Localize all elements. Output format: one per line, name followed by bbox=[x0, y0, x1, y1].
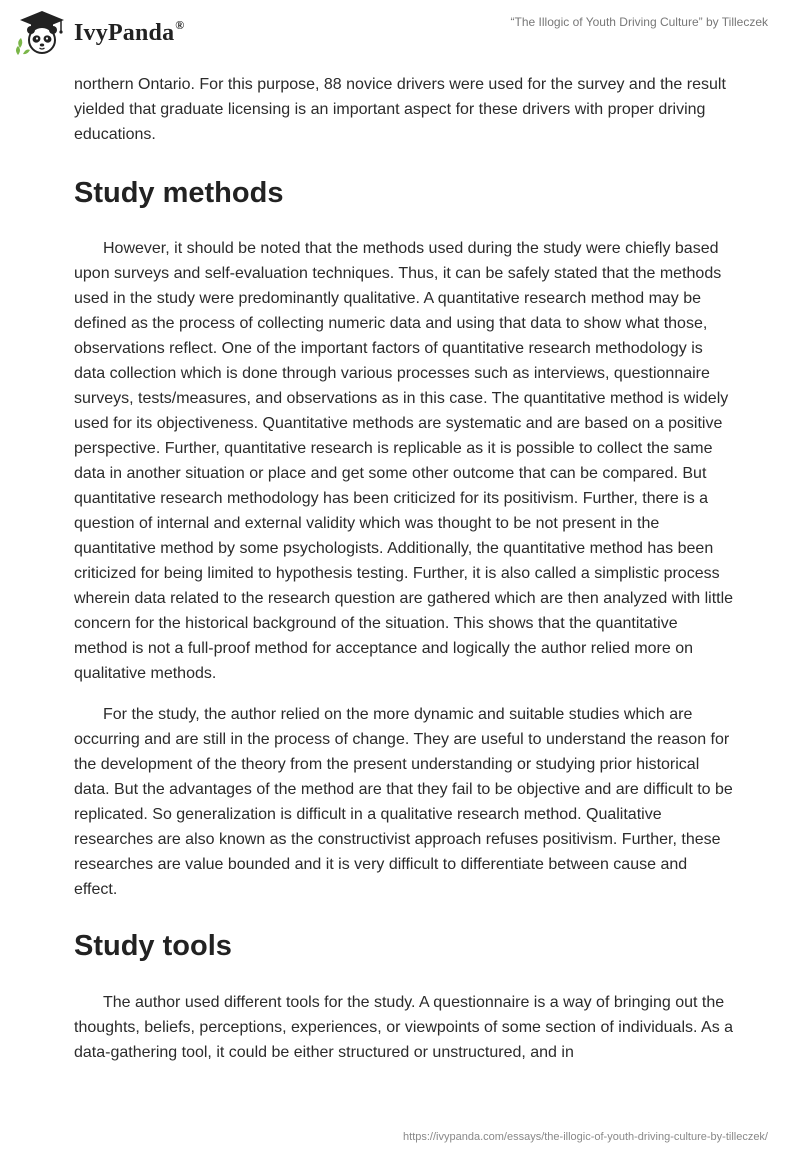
essay-content bbox=[74, 72, 734, 1065]
paragraph: The author used different tools for the study. A questionnaire is a way of bringing out the thoughts, beliefs, perceptions, experiences, or viewpoints of some section of individuals. As a data-gathering tool, it could be either structured or unstructured, and in bbox=[74, 994, 734, 1061]
paragraph: For the study, the author relied on the more dynamic and suitable studies which are occurring and are still in the process of change. They are useful to understand the reason for the development of the theory from the present understanding or studying prior historical data. But the advantages of the method are that they fail to be objective and are difficult to be replicated. So generalization is difficult in a qualitative research method. Qualitative researches are also known as the constructivist approach refuses positivism. Further, these researches are value bounded and it is very difficult to differentiate between cause and effect. bbox=[74, 706, 733, 898]
section-heading-study-methods: Study methods bbox=[74, 177, 284, 209]
section-heading-study-tools: Study tools bbox=[74, 930, 232, 962]
page-header bbox=[0, 0, 800, 66]
panda-graduate-icon bbox=[14, 8, 70, 58]
paragraph: However, it should be noted that the methods used during the study were chiefly based upon surveys and self-evaluation techniques. Thus, it can be safely stated that the methods used in the study were predominantly qualitative. A quantitative research method may be defined as the process of collecting numeric data and using that data to show what those, observations reflect. One of the important factors of quantitative research methodology is data collection which is done through various processes such as interviews, questionnaire surveys, tests/measures, and observations as in this case. The quantitative method is widely used for its objectiveness. Quantitative methods are systematic and are based on a positive perspective. Further, quantitative research is replicable as it is possible to collect the same data in another situation or place and get some other outcome that can be compared. But quantitative research methodology has been criticized for its positivism. Further, there is a question of internal and external validity which was thought to be not present in the quantitative method by some psychologists. Additionally, the quantitative method has been criticized for being limited to hypothesis testing. Further, it is also called a simplistic process wherein data related to the research question are gathered which are then analyzed with little concern for the historical background of the situation. This shows that the quantitative method is not a full-proof method for acceptance and logically the author relied more on qualitative methods. bbox=[74, 240, 734, 682]
brand-name: IvyPanda ® bbox=[74, 17, 185, 46]
source-url[interactable]: https://ivypanda.com/essays/the-illogic-of-youth-driving-culture-by-tilleczek/ bbox=[403, 1131, 768, 1143]
ivypanda-logo[interactable] bbox=[14, 8, 184, 58]
document-title: “The Illogic of Youth Driving Culture” by Tilleczek bbox=[510, 15, 768, 29]
intro-paragraph: northern Ontario. For this purpose, 88 novice drivers were used for the survey and the result yielded that graduate licensing is an important aspect for these drivers with proper driving educations. bbox=[74, 76, 726, 143]
